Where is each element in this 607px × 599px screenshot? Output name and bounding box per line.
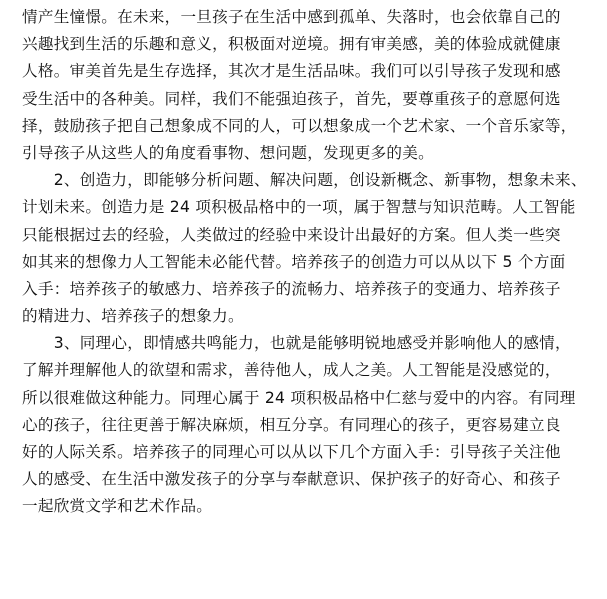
text-line: 计划未来。创造力是 24 项积极品格中的一项，属于智慧与知识范畴。人工智能 [22,198,576,217]
paragraph-aesthetic [22,4,589,167]
text-line: 2、创造力，即能够分析问题、解决问题，创设新概念、新事物，想象未来、 [22,171,587,190]
text-line: 心的孩子，往往更善于解决麻烦，相互分享。有同理心的孩子，更容易建立良 [22,415,561,434]
text-line: 好的人际关系。培养孩子的同理心可以从以下几个方面入手：引导孩子关注他 [22,443,561,461]
text-line: 择，鼓励孩子把自己想象成不同的人，可以想象成一个艺术家、一个音乐家等， [22,116,577,135]
text-line: 引导孩子从这些人的角度看事物、想问题，发现更多的美。 [22,143,434,162]
paragraph-creativity [22,167,589,330]
text-line: 兴趣找到生活的乐趣和意义，积极面对逆境。拥有审美感，美的体验成就健康 [22,35,561,54]
text-line: 入手：培养孩子的敏感力、培养孩子的流畅力、培养孩子的变通力、培养孩子 [22,279,561,298]
text-line: 如其来的想像力人工智能未必能代替。培养孩子的创造力可以从以下 5 个方面 [22,252,566,271]
text-line: 人格。审美首先是生存选择，其次才是生活品味。我们可以引导孩子发现和感 [22,62,561,81]
paragraph-empathy [22,330,589,520]
text-line: 了解并理解他人的欲望和需求，善待他人，成人之美。人工智能是没感觉的， [22,361,561,380]
text-line: 人的感受、在生活中激发孩子的分享与奉献意识、保护孩子的好奇心、和孩子 [22,470,561,489]
text-line: 只能根据过去的经验，人类做过的经验中来设计出最好的方案。但人类一些突 [22,225,561,244]
text-line: 情产生憧憬。在未来，一旦孩子在生活中感到孤单、失落时，也会依靠自己的 [22,8,561,26]
text-line: 的精进力、培养孩子的想象力。 [22,307,244,326]
text-line: 3、同理心，即情感共鸣能力，也就是能够明锐地感受并影响他人的感情， [22,334,571,353]
text-line: 所以很难做这种能力。同理心属于 24 项积极品格中仁慈与爱中的内容。有同理 [22,388,576,407]
text-line: 一起欣赏文学和艺术作品。 [22,497,213,516]
text-line: 受生活中的各种美。同样，我们不能强迫孩子，首先，要尊重孩子的意愿何选 [22,89,561,108]
